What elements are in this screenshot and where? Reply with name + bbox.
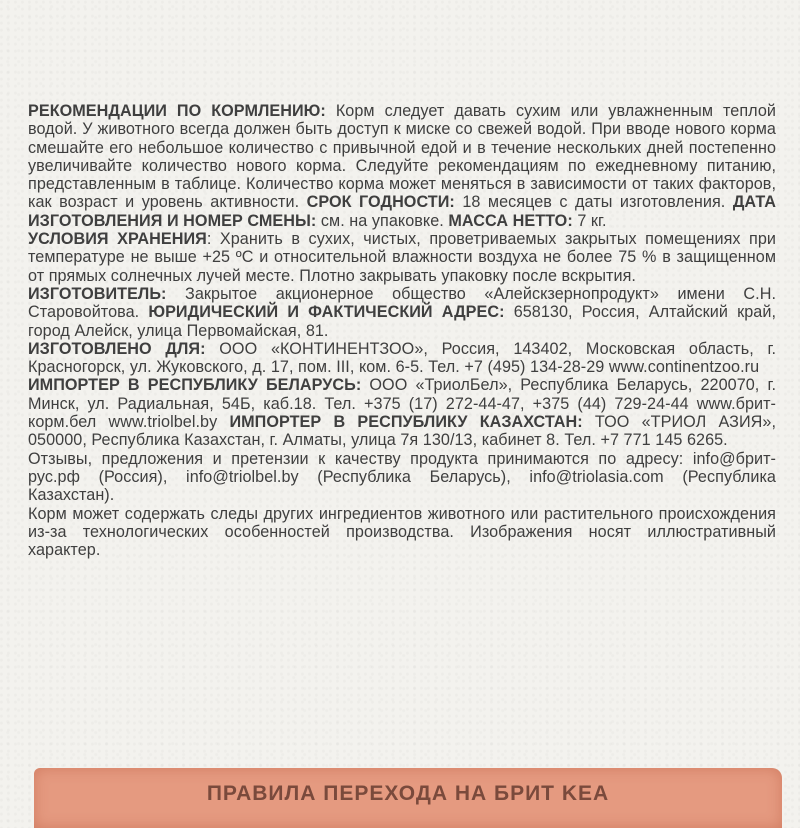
importer-kazakhstan-text: ТОО «ТРИОЛ АЗИЯ», 050000, Республика Казахстан, г. Алматы, улица 7я 130/13, кабинет 8. Тел. +7 771 145 6265. — [28, 413, 777, 450]
importer-belarus-heading: ИМПОРТЕР В РЕСПУБЛИКУ БЕЛАРУСЬ: — [28, 376, 362, 395]
net-mass-text: 7 кг. — [572, 211, 607, 230]
feeding-paragraph — [28, 102, 776, 230]
shelf-life-text: 18 месяцев с даты изготовления. — [454, 193, 733, 212]
production-date-heading: ДАТА ИЗГОТОВЛЕНИЯ И НОМЕР СМЕНЫ: — [28, 193, 777, 230]
manufacturer-heading: ИЗГОТОВИТЕЛЬ: — [28, 284, 167, 303]
feeding-heading: РЕКОМЕНДАЦИИ ПО КОРМЛЕНИЮ: — [28, 102, 326, 120]
made-for-heading: ИЗГОТОВЛЕНО ДЛЯ: — [28, 339, 206, 358]
manufacturer-text: Закрытое акционерное общество «Алейскзернопродукт» имени С.Н. Старовойтова. — [28, 284, 776, 322]
net-mass-heading: МАССА НЕТТО: — [448, 211, 573, 230]
production-date-text: см. на упаковке. — [316, 211, 449, 230]
made-for-paragraph — [28, 340, 776, 377]
importer-kazakhstan-heading: ИМПОРТЕР В РЕСПУБЛИКУ КАЗАХСТАН: — [229, 413, 583, 432]
feeding-text: Корм следует давать сухим или увлажненным теплой водой. У животного всегда должен быть доступ к миске со свежей водой. При вводе нового корма смешайте его небольшое количество с привычной едой и в течение нескольких дней постепенно увеличивайте количество нового корма. Следуйте рекомендациям по ежедневному питанию, представленным в таблице. Количество корма может меняться в зависимости от таких факторов, как возраст и уровень активности. — [28, 102, 776, 212]
banner-title: ПРАВИЛА ПЕРЕХОДА НА БРИТ KEA — [206, 782, 610, 805]
importer-belarus-text: ООО «ТриолБел», Республика Беларусь, 220070, г. Минск, ул. Радиальная, 54Б, каб.18. Тел. +375 (17) 272-44-47, +375 (44) 729-24-44 www.брит-корм.бел www.triolbel.by — [28, 376, 776, 432]
importers-paragraph — [28, 376, 776, 449]
label-text-block — [28, 102, 776, 559]
storage-text: : Хранить в сухих, чистых, проветриваемых закрытых помещениях при температуре не выше +25 ºС и относительной влажности воздуха не более 75 % в защищенном от прямых солнечных лучей месте. Плотно закрывать упаковку после вскрытия. — [28, 230, 777, 285]
shelf-life-heading: СРОК ГОДНОСТИ: — [306, 193, 455, 212]
storage-heading: УСЛОВИЯ ХРАНЕНИЯ — [28, 230, 207, 249]
feedback-paragraph: Отзывы, предложения и претензии к качеству продукта принимаются по адресу: info@брит-рус.рф (Россия), info@triolbel.by (Республика Беларусь), info@triolasia.com (Республика Казахстан). — [28, 449, 776, 505]
made-for-text: ООО «КОНТИНЕНТЗОО», Россия, 143402, Московская область, г. Красногорск, ул. Жуковского, д. 17, пом. III, ком. 6-5. Тел. +7 (495) 134-28-29 www.continentzoo.ru — [28, 339, 777, 377]
disclaimer-paragraph: Корм может содержать следы других ингредиентов животного или растительного происхождения из-за технологических особенностей производства. Изображения носят иллюстративный характер. — [28, 504, 776, 560]
storage-paragraph — [28, 230, 776, 285]
address-heading: ЮРИДИЧЕСКИЙ И ФАКТИЧЕСКИЙ АДРЕС: — [148, 303, 505, 322]
manufacturer-paragraph — [28, 285, 776, 340]
address-text: 658130, Россия, Алтайский край, город Алейск, улица Первомайская, 81. — [28, 303, 777, 340]
transition-rules-banner — [34, 768, 782, 828]
